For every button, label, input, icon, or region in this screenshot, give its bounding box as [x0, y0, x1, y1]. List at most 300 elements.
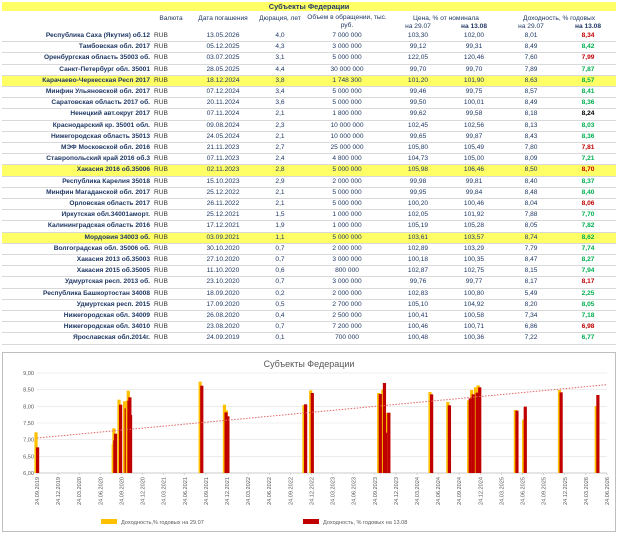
- cell-vol: 2 000 000: [304, 176, 390, 187]
- cell-p2: 100,01: [446, 98, 502, 109]
- cell-y1: 7,79: [502, 243, 560, 254]
- cell-y2: 8,37: [560, 176, 616, 187]
- cell-name: Саратовская область 2017 об.: [2, 98, 152, 109]
- cell-p2: 99,81: [446, 176, 502, 187]
- x-tick-label: 24.09.2020: [119, 477, 126, 505]
- cell-y2: 7,18: [560, 311, 616, 322]
- cell-vol: 5 000 000: [304, 87, 390, 98]
- cell-vol: 7 200 000: [304, 322, 390, 333]
- header-price-date1: на 29.07: [405, 23, 431, 30]
- bar-yield-1308: [119, 405, 122, 473]
- cell-y1: 7,60: [502, 53, 560, 64]
- cell-p2: 106,46: [446, 165, 502, 176]
- cell-y1: 8,57: [502, 87, 560, 98]
- cell-dur: 3,4: [256, 87, 304, 98]
- x-tick-label: 24.12.2019: [56, 477, 63, 505]
- cell-name: Ярославская обл.2014г.: [2, 333, 152, 344]
- cell-p1: 105,19: [390, 221, 446, 232]
- cell-y2: 8,24: [560, 109, 616, 120]
- cell-vol: 1 748 300: [304, 75, 390, 86]
- cell-y2: 8,17: [560, 277, 616, 288]
- cell-y2: 7,82: [560, 221, 616, 232]
- x-tick-label: 24.12.2020: [140, 477, 147, 505]
- cell-p2: 101,92: [446, 210, 502, 221]
- cell-dur: 2,7: [256, 143, 304, 154]
- bar-yield-1308: [430, 394, 433, 473]
- cell-cur: RUB: [152, 143, 190, 154]
- cell-vol: 5 000 000: [304, 98, 390, 109]
- cell-vol: 5 000 000: [304, 199, 390, 210]
- x-tick-label: 24.09.2019: [35, 477, 41, 505]
- x-tick-label: 24.06.2023: [351, 477, 358, 505]
- table-row: [2, 199, 616, 210]
- cell-cur: RUB: [152, 131, 190, 142]
- table-row: [2, 53, 616, 64]
- table-row: [2, 64, 616, 75]
- cell-cur: RUB: [152, 322, 190, 333]
- x-tick-label: 24.12.2023: [393, 477, 400, 505]
- cell-y2: 8,41: [560, 87, 616, 98]
- cell-name: Нижегородская обл. 34009: [2, 311, 152, 322]
- cell-dur: 0,2: [256, 288, 304, 299]
- table-row: [2, 31, 616, 42]
- cell-y1: 8,48: [502, 187, 560, 198]
- cell-y2: 8,06: [560, 199, 616, 210]
- cell-vol: 4 800 000: [304, 154, 390, 165]
- cell-cur: RUB: [152, 64, 190, 75]
- bar-yield-1308: [469, 398, 472, 473]
- table-row: [2, 221, 616, 232]
- cell-dur: 0,7: [256, 255, 304, 266]
- cell-y2: 7,70: [560, 210, 616, 221]
- cell-date: 25.12.2022: [190, 187, 256, 198]
- header-yield: Доходность, % годовых: [523, 15, 596, 22]
- cell-p1: 99,70: [390, 64, 446, 75]
- cell-p2: 99,75: [446, 87, 502, 98]
- cell-cur: RUB: [152, 311, 190, 322]
- yield-chart-svg: [3, 353, 615, 531]
- cell-y1: 7,80: [502, 143, 560, 154]
- legend-label-1308: Доходность, % годовых на 13.08: [323, 520, 408, 526]
- cell-date: 27.10.2020: [190, 255, 256, 266]
- cell-cur: RUB: [152, 199, 190, 210]
- cell-p1: 100,41: [390, 311, 446, 322]
- table-row: [2, 42, 616, 53]
- cell-vol: 7 000 000: [304, 31, 390, 42]
- cell-y2: 6,98: [560, 322, 616, 333]
- cell-dur: 4,3: [256, 42, 304, 53]
- cell-p1: 105,98: [390, 165, 446, 176]
- cell-dur: 0,1: [256, 333, 304, 344]
- cell-p1: 100,48: [390, 333, 446, 344]
- header-currency: Валюта: [159, 15, 183, 22]
- cell-vol: 3 000 000: [304, 277, 390, 288]
- cell-y1: 8,43: [502, 131, 560, 142]
- cell-y2: 2,25: [560, 288, 616, 299]
- cell-date: 09.08.2024: [190, 120, 256, 131]
- cell-vol: 1 000 000: [304, 221, 390, 232]
- cell-date: 18.09.2020: [190, 288, 256, 299]
- cell-name: Ненецкий авт.округ 2017: [2, 109, 152, 120]
- cell-y1: 8,47: [502, 255, 560, 266]
- bar-yield-1308: [472, 394, 475, 473]
- cell-name: Краснодарский кр. 35001 обл.: [2, 120, 152, 131]
- legend-swatch-1308: [303, 519, 319, 524]
- cell-vol: 800 000: [304, 266, 390, 277]
- x-tick-label: 24.06.2020: [98, 477, 105, 505]
- cell-name: Республика Башкортостан 34008: [2, 288, 152, 299]
- cell-p2: 99,70: [446, 64, 502, 75]
- cell-name: Минфин Ульяновской обл. 2017: [2, 87, 152, 98]
- cell-cur: RUB: [152, 232, 190, 243]
- x-tick-label: 24.03.2020: [77, 477, 84, 505]
- table-body: [2, 31, 616, 344]
- cell-cur: RUB: [152, 255, 190, 266]
- yield-chart: [2, 352, 616, 532]
- cell-name: Нижегородская обл. 34010: [2, 322, 152, 333]
- cell-vol: 25 000 000: [304, 143, 390, 154]
- cell-cur: RUB: [152, 154, 190, 165]
- cell-p2: 100,36: [446, 333, 502, 344]
- cell-p1: 99,98: [390, 176, 446, 187]
- cell-dur: 2,9: [256, 176, 304, 187]
- cell-p2: 99,31: [446, 42, 502, 53]
- cell-y2: 6,77: [560, 333, 616, 344]
- table-row: [2, 210, 616, 221]
- x-tick-label: 24.09.2025: [541, 477, 548, 505]
- x-tick-label: 24.03.2026: [583, 477, 590, 505]
- header-duration: Дюрация, лет: [259, 15, 301, 22]
- y-tick-label: 6,50: [23, 454, 34, 461]
- cell-cur: RUB: [152, 53, 190, 64]
- cell-vol: 700 000: [304, 333, 390, 344]
- cell-name: Нижегородская область 35013: [2, 131, 152, 142]
- bar-yield-1308: [476, 393, 479, 473]
- cell-y2: 8,03: [560, 120, 616, 131]
- table-row: [2, 87, 616, 98]
- cell-name: Санкт-Петербург обл. 35001: [2, 64, 152, 75]
- table-row: [2, 187, 616, 198]
- cell-p2: 100,71: [446, 322, 502, 333]
- cell-p2: 101,90: [446, 75, 502, 86]
- x-tick-label: 24.06.2024: [436, 477, 443, 505]
- cell-date: 02.11.2023: [190, 165, 256, 176]
- bar-yield-1308: [127, 401, 130, 473]
- table-row: [2, 255, 616, 266]
- cell-cur: RUB: [152, 333, 190, 344]
- cell-date: 13.05.2026: [190, 31, 256, 42]
- cell-vol: 2 700 000: [304, 299, 390, 310]
- cell-cur: RUB: [152, 187, 190, 198]
- legend-swatch-2907: [101, 519, 117, 524]
- cell-dur: 4,0: [256, 31, 304, 42]
- header-price-date2: на 13.08: [461, 23, 487, 30]
- table-title: Субъекты Федерации: [2, 2, 616, 11]
- cell-vol: 5 000 000: [304, 53, 390, 64]
- cell-y1: 8,17: [502, 277, 560, 288]
- cell-vol: 2 000 000: [304, 288, 390, 299]
- cell-name: Хакасия 2016 об.35006: [2, 165, 152, 176]
- cell-vol: 5 000 000: [304, 187, 390, 198]
- cell-y2: 8,05: [560, 299, 616, 310]
- cell-vol: 5 000 000: [304, 165, 390, 176]
- chart-bars: [34, 382, 599, 473]
- cell-y1: 8,49: [502, 42, 560, 53]
- cell-p1: 101,20: [390, 75, 446, 86]
- cell-p2: 120,46: [446, 53, 502, 64]
- cell-y1: 6,86: [502, 322, 560, 333]
- cell-cur: RUB: [152, 42, 190, 53]
- cell-p2: 99,84: [446, 187, 502, 198]
- cell-dur: 2,8: [256, 165, 304, 176]
- x-tick-label: 24.12.2024: [478, 477, 485, 505]
- table-row: [2, 299, 616, 310]
- table-row: [2, 98, 616, 109]
- table-row: [2, 154, 616, 165]
- x-tick-label: 24.06.2022: [267, 477, 274, 505]
- cell-y1: 8,20: [502, 299, 560, 310]
- bond-table: [2, 2, 616, 345]
- bar-yield-1308: [311, 393, 314, 473]
- cell-cur: RUB: [152, 221, 190, 232]
- cell-p1: 102,87: [390, 266, 446, 277]
- cell-p1: 103,61: [390, 232, 446, 243]
- cell-p1: 99,95: [390, 187, 446, 198]
- cell-dur: 2,4: [256, 154, 304, 165]
- cell-name: Республика Саха (Якутия) об.12: [2, 31, 152, 42]
- bar-yield-1308: [224, 412, 227, 473]
- cell-y1: 7,89: [502, 64, 560, 75]
- cell-y1: 5,49: [502, 288, 560, 299]
- table-row: [2, 232, 616, 243]
- cell-y1: 8,05: [502, 221, 560, 232]
- x-tick-label: 24.09.2022: [288, 477, 295, 505]
- cell-y1: 8,01: [502, 31, 560, 42]
- x-tick-label: 24.09.2021: [203, 477, 210, 505]
- cell-date: 15.10.2023: [190, 176, 256, 187]
- cell-y1: 8,63: [502, 75, 560, 86]
- cell-y2: 7,87: [560, 64, 616, 75]
- cell-p1: 99,46: [390, 87, 446, 98]
- cell-name: Мордовия 34003 об.: [2, 232, 152, 243]
- cell-y1: 8,04: [502, 199, 560, 210]
- bond-table-sheet: [2, 2, 616, 363]
- cell-name: Удмуртская респ. 2015: [2, 299, 152, 310]
- bar-yield-1308: [560, 392, 563, 473]
- table-row: [2, 120, 616, 131]
- cell-name: Республика Карелия 35018: [2, 176, 152, 187]
- cell-p2: 105,00: [446, 154, 502, 165]
- cell-date: 11.10.2020: [190, 266, 256, 277]
- cell-p1: 99,65: [390, 131, 446, 142]
- x-tick-label: 24.03.2022: [246, 477, 253, 505]
- cell-p2: 104,92: [446, 299, 502, 310]
- cell-p1: 102,89: [390, 243, 446, 254]
- cell-dur: 1,5: [256, 210, 304, 221]
- bar-yield-1308: [448, 405, 451, 473]
- cell-vol: 3 000 000: [304, 255, 390, 266]
- header-yield-date2: на 13.08: [575, 23, 602, 30]
- chart-title: Субъекты Федерации: [263, 359, 355, 369]
- cell-dur: 0,7: [256, 243, 304, 254]
- cell-name: Калининградская область 2016: [2, 221, 152, 232]
- x-tick-label: 24.06.2025: [520, 477, 527, 505]
- cell-cur: RUB: [152, 98, 190, 109]
- cell-y1: 8,49: [502, 98, 560, 109]
- x-tick-label: 24.03.2025: [499, 477, 506, 505]
- cell-p2: 100,35: [446, 255, 502, 266]
- cell-date: 18.12.2024: [190, 75, 256, 86]
- table-row: [2, 165, 616, 176]
- header-volume: Объем в обращении, тыс. руб.: [307, 14, 387, 29]
- bar-yield-1308: [36, 447, 39, 473]
- cell-y1: 8,40: [502, 176, 560, 187]
- cell-vol: 5 000 000: [304, 232, 390, 243]
- cell-date: 23.10.2020: [190, 277, 256, 288]
- cell-date: 28.05.2025: [190, 64, 256, 75]
- cell-date: 03.09.2021: [190, 232, 256, 243]
- cell-p2: 102,75: [446, 266, 502, 277]
- bar-yield-1308: [113, 440, 116, 473]
- cell-name: Минфин Магаданской обл. 2017: [2, 187, 152, 198]
- cell-name: Хакасия 2015 об.35005: [2, 266, 152, 277]
- cell-p1: 102,45: [390, 120, 446, 131]
- table-row: [2, 266, 616, 277]
- table-row: [2, 243, 616, 254]
- cell-vol: 3 000 000: [304, 42, 390, 53]
- x-tick-label: 24.09.2024: [457, 477, 464, 505]
- cell-cur: RUB: [152, 277, 190, 288]
- cell-p1: 100,46: [390, 322, 446, 333]
- cell-y2: 8,42: [560, 42, 616, 53]
- table-row: [2, 75, 616, 86]
- cell-date: 03.07.2025: [190, 53, 256, 64]
- cell-dur: 0,4: [256, 311, 304, 322]
- cell-date: 26.08.2020: [190, 311, 256, 322]
- cell-p2: 99,77: [446, 277, 502, 288]
- cell-name: Удмуртская респ. 2013 об.: [2, 277, 152, 288]
- x-tick-label: 24.12.2022: [309, 477, 316, 505]
- cell-name: Тамбовская обл. 2017: [2, 42, 152, 53]
- cell-p1: 100,20: [390, 199, 446, 210]
- x-axis: [35, 473, 611, 505]
- cell-y1: 8,09: [502, 154, 560, 165]
- cell-dur: 3,6: [256, 98, 304, 109]
- cell-vol: 1 000 000: [304, 210, 390, 221]
- cell-date: 20.11.2024: [190, 98, 256, 109]
- cell-vol: 2 500 000: [304, 311, 390, 322]
- cell-cur: RUB: [152, 288, 190, 299]
- cell-vol: 10 000 000: [304, 120, 390, 131]
- cell-p1: 104,73: [390, 154, 446, 165]
- table-row: [2, 277, 616, 288]
- x-tick-label: 24.03.2023: [330, 477, 337, 505]
- cell-vol: 30 000 000: [304, 64, 390, 75]
- cell-p1: 105,80: [390, 143, 446, 154]
- cell-date: 25.12.2021: [190, 210, 256, 221]
- cell-p2: 99,87: [446, 131, 502, 142]
- header-maturity: Дата погашения: [198, 15, 248, 22]
- cell-date: 17.12.2021: [190, 221, 256, 232]
- cell-p1: 102,05: [390, 210, 446, 221]
- cell-p1: 99,50: [390, 98, 446, 109]
- bar-yield-1308: [524, 407, 527, 473]
- cell-p2: 103,57: [446, 232, 502, 243]
- cell-vol: 10 000 000: [304, 131, 390, 142]
- table-row: [2, 109, 616, 120]
- cell-p1: 105,10: [390, 299, 446, 310]
- cell-p2: 99,58: [446, 109, 502, 120]
- cell-p1: 99,76: [390, 277, 446, 288]
- cell-y2: 8,34: [560, 31, 616, 42]
- cell-y2: 7,99: [560, 53, 616, 64]
- table-row: [2, 288, 616, 299]
- cell-cur: RUB: [152, 210, 190, 221]
- cell-date: 23.08.2020: [190, 322, 256, 333]
- cell-vol: 2 000 000: [304, 243, 390, 254]
- table-row: [2, 143, 616, 154]
- cell-dur: 0,7: [256, 322, 304, 333]
- legend-label-2907: Доходность,% годовых на 29.07: [121, 520, 204, 526]
- cell-y1: 7,22: [502, 333, 560, 344]
- cell-vol: 1 800 000: [304, 109, 390, 120]
- cell-y1: 8,74: [502, 232, 560, 243]
- cell-y2: 7,21: [560, 154, 616, 165]
- cell-dur: 0,6: [256, 266, 304, 277]
- trend-line: [37, 385, 607, 438]
- cell-cur: RUB: [152, 299, 190, 310]
- y-tick-label: 8,00: [23, 404, 34, 411]
- bar-yield-1308: [387, 413, 390, 473]
- cell-p2: 102,00: [446, 31, 502, 42]
- cell-y2: 7,94: [560, 266, 616, 277]
- cell-cur: RUB: [152, 165, 190, 176]
- cell-name: Карачаево-Черкесская Респ 2017: [2, 75, 152, 86]
- cell-date: 07.11.2023: [190, 154, 256, 165]
- cell-y2: 7,81: [560, 143, 616, 154]
- cell-dur: 0,7: [256, 277, 304, 288]
- cell-date: 21.11.2023: [190, 143, 256, 154]
- x-tick-label: 24.03.2024: [415, 477, 421, 505]
- cell-y1: 8,18: [502, 109, 560, 120]
- y-tick-label: 7,50: [23, 421, 34, 427]
- cell-p2: 105,49: [446, 143, 502, 154]
- x-tick-label: 24.03.2021: [161, 477, 168, 505]
- cell-dur: 2,1: [256, 187, 304, 198]
- y-axis: [23, 371, 34, 477]
- cell-y2: 8,70: [560, 165, 616, 176]
- cell-p1: 102,83: [390, 288, 446, 299]
- y-tick-label: 8,50: [23, 387, 34, 394]
- cell-name: Иркутская обл.34001аморт.: [2, 210, 152, 221]
- cell-p2: 105,28: [446, 221, 502, 232]
- cell-y2: 8,57: [560, 75, 616, 86]
- cell-p2: 100,46: [446, 199, 502, 210]
- header-yield-date1: на 29.07: [518, 23, 544, 30]
- cell-p2: 100,80: [446, 288, 502, 299]
- cell-cur: RUB: [152, 243, 190, 254]
- cell-y2: 8,36: [560, 98, 616, 109]
- x-tick-label: 24.06.2026: [605, 477, 611, 505]
- cell-dur: 1,9: [256, 221, 304, 232]
- cell-cur: RUB: [152, 176, 190, 187]
- cell-p1: 122,05: [390, 53, 446, 64]
- cell-y1: 8,50: [502, 165, 560, 176]
- cell-y2: 8,40: [560, 187, 616, 198]
- cell-cur: RUB: [152, 87, 190, 98]
- cell-p1: 99,62: [390, 109, 446, 120]
- header-price: Цена, % от номинала: [413, 15, 479, 22]
